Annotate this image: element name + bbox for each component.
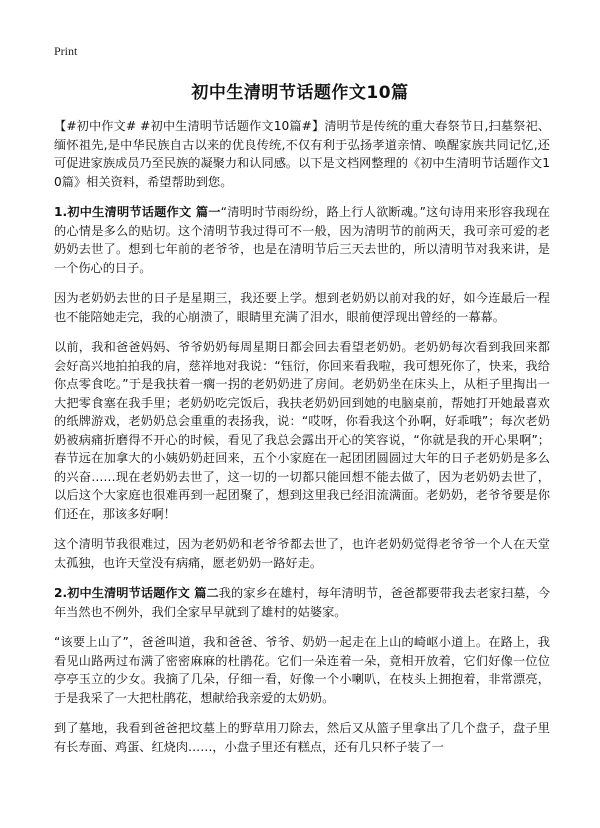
print-label[interactable]: Print <box>54 44 78 58</box>
essay-1-heading: 1.初中生清明节话题作文 篇一 <box>54 205 221 219</box>
document-body <box>54 117 550 768</box>
essay-1-paragraph-1 <box>54 203 550 277</box>
essay-1-paragraph-1-text: “清明时节雨纷纷，路上行人欲断魂。”这句诗用来形容我现在的心情是多么的贴切。这个清明节我过得可不一般，因为清明节的前两天，我可亲可爱的老奶奶去世了。想到七年前的老爷爷，也是在清明节后三天去世的，所以清明节对我来讲，是一个伤心的日子。 <box>54 205 550 275</box>
essay-2-heading: 2.初中生清明节话题作文 篇二 <box>54 586 219 600</box>
essay-2-paragraph-3: 到了墓地，我看到爸爸把坟墓上的野草用刀除去，然后又从篮子里拿出了几个盘子，盘子里有长寿面、鸡蛋、红烧肉……，小盘子里还有糕点，还有几只杯子装了一 <box>54 721 550 754</box>
essay-2-paragraph-1-text: 我的家乡在雄村，每年清明节，爸爸都要带我去老家扫墓，今年当然也不例外，我们全家早早就到了雄村的姑婆家。 <box>54 586 551 619</box>
document-title: 初中生清明节话题作文10篇 <box>191 83 409 103</box>
essay-2-paragraph-1 <box>54 584 550 621</box>
essay-2-paragraph-2: “该要上山了”，爸爸叫道，我和爸爸、爷爷、奶奶一起走在上山的崎岖小道上。在路上，我看见山路两过布满了密密麻麻的杜鹃花。它们一朵连着一朵，竟相开放着，它们好像一位位亭亭玉立的少女。我摘了几朵，仔细一看，好像一个小喇叭，在枝头上拥抱着，非常漂亮，于是我采了一大把杜鹃花，想献给我亲爱的太奶奶。 <box>54 635 550 705</box>
intro-paragraph: 【#初中作文# #初中生清明节话题作文10篇#】清明节是传统的重大春祭节日,扫墓祭祀、缅怀祖先,是中华民族自古以来的优良传统,不仅有利于弘扬孝道亲情、唤醒家族共同记忆,还可促进家族成员乃至民族的凝聚力和认同感。以下是文档网整理的《初中生清明节话题作文10篇》相关资料，希望帮助到您。 <box>54 119 550 189</box>
essay-1-paragraph-2: 因为老奶奶去世的日子是星期三，我还要上学。想到老奶奶以前对我的好，如今连最后一程也不能陪她走完，我的心崩溃了，眼睛里充满了泪水，眼前便浮现出曾经的一幕幕。 <box>54 291 550 324</box>
essay-1-paragraph-4: 这个清明节我很难过，因为老奶奶和老爷爷都去世了，也许老奶奶觉得老爷爷一个人在天堂太孤独，也许天堂没有病痛，愿老奶奶一路好走。 <box>54 537 550 570</box>
essay-1-paragraph-3: 以前，我和爸爸妈妈、爷爷奶奶每周星期日都会回去看望老奶奶。老奶奶每次看到我回来都会好高兴地拍拍我的肩，慈祥地对我说：“钰衍，你回来看我啦，我可想死你了，快来，我给你点零食吃。”于是我扶着一瘸一拐的老奶奶进了房间。老奶奶坐在床头上，从柜子里掏出一大把零食塞在我手里；老奶奶吃完饭后，我扶老奶奶回到她的电脑桌前，帮她打开她最喜欢的纸牌游戏，老奶奶总会重重的表扬我，说：“哎呀，你看我这个孙啊，好乖哦”；每次老奶奶被病痛折磨得不开心的时候，看见了我总会露出开心的笑容说，“你就是我的开心果啊”；春节远在加拿大的小姨奶奶赶回来，五个小家庭在一起团团圆圆过大年的日子老奶奶是多么的兴奋……现在老奶奶去世了，这一切的一切都只能回想不能去做了，因为老奶奶去世了，以后这个大家庭也很难再到一起团聚了，想到这里我已经泪流满面。老奶奶，老爷爷要是你们还在，那该多好啊！ <box>54 340 550 521</box>
